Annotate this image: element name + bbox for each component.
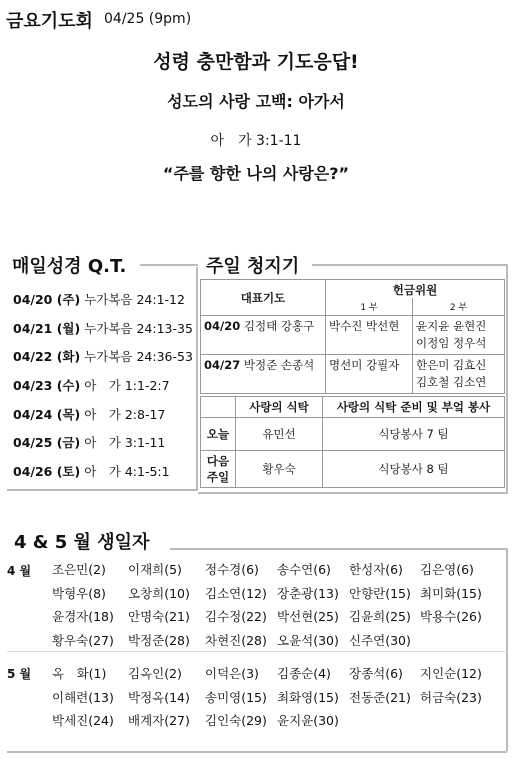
birthday-name: 안명숙(21): [128, 609, 190, 624]
birthday-name: 장춘광(13): [277, 585, 339, 601]
birthday-name: 신주연(30): [349, 632, 411, 648]
birthday-name: 김수정(22): [205, 609, 267, 624]
birthday-name: 안향란(15): [349, 585, 411, 601]
birthday-name: 윤경자(18): [52, 609, 114, 624]
birthday-name: 김종순(4): [277, 666, 331, 681]
jw-border: [506, 264, 508, 494]
second-service-cell: 한은미 김효신 김호철 김소연: [413, 355, 505, 394]
jw-divider: [312, 264, 506, 266]
birthday-name: 옥 화(1): [52, 666, 107, 681]
birthday-name: 김은영(6): [420, 562, 474, 577]
next-team: 식당봉사 8 팀: [323, 451, 505, 488]
qt-row: 04/21 (월) 누가복음 24:13-35: [13, 321, 193, 336]
birthday-name: 황우숙(27): [52, 632, 114, 648]
qt-row: 04/26 (토) 아 가 4:1-5:1: [13, 464, 170, 479]
birthday-name: 김윤희(25): [349, 609, 411, 624]
service-date: 04/25 (9pm): [104, 11, 192, 27]
header-first-service: 1 부: [326, 298, 413, 316]
qt-divider: [140, 264, 198, 266]
steward-table: [200, 279, 505, 394]
qt-row: 04/24 (목) 아 가 2:8-17: [13, 407, 166, 422]
april-label: 4 월: [7, 564, 32, 578]
today-name: 유민선: [236, 418, 323, 451]
sermon-question: “주를 향한 나의 사랑은?”: [162, 164, 350, 183]
birthday-name: 허금숙(23): [420, 689, 482, 705]
birthday-title: 4 & 5 월 생일자: [14, 528, 155, 554]
header-offering: 헌금위원: [326, 280, 505, 299]
birthday-name: 최미화(15): [420, 585, 482, 601]
prayer-cell: 04/20 김정태 강홍구: [201, 316, 326, 355]
birthday-name: 박세진(24): [52, 713, 114, 728]
birthday-month-divider: [7, 651, 507, 652]
qt-row: 04/22 (화) 누가복음 24:36-53: [13, 349, 193, 364]
next-label: 다음 주일: [201, 451, 236, 488]
birthday-name: 박선현(25): [277, 609, 339, 624]
sermon-scripture: 아 가 3:1-11: [210, 133, 302, 149]
birthday-name: 배계자(27): [128, 713, 190, 728]
first-service-cell: 명선미 강필자: [326, 355, 413, 394]
birthday-border: [506, 548, 508, 751]
page-title: 금요기도회: [6, 11, 93, 32]
birthday-name: 이덕은(3): [205, 666, 259, 681]
jw-bottom-border: [198, 492, 508, 494]
sermon-main-title: 성령 충만함과 기도응답!: [153, 51, 359, 73]
prayer-cell: 04/27 박정준 손종석: [201, 355, 326, 394]
birthday-name: 윤지윤(30): [277, 713, 339, 728]
birthday-name: 박형우(8): [52, 585, 106, 601]
birthday-name: 차현진(28): [205, 632, 267, 648]
birthday-name: 조은민(2): [52, 562, 106, 577]
today-label: 오늘: [201, 418, 236, 451]
birthday-name: 김옥인(2): [128, 666, 182, 681]
first-service-cell: 박수진 박선현: [326, 316, 413, 355]
birthday-name: 이재희(5): [128, 562, 182, 577]
birthday-name: 정수경(6): [205, 562, 259, 577]
birthday-name: 오창희(10): [128, 585, 190, 601]
birthday-name: 김인숙(29): [205, 713, 267, 728]
today-team: 식당봉사 7 팀: [323, 418, 505, 451]
qt-row: 04/20 (주) 누가복음 24:1-12: [13, 292, 185, 307]
birthday-name: 송수연(6): [277, 562, 331, 577]
birthday-name: 이해련(13): [52, 689, 114, 705]
birthday-name: 지인순(12): [420, 666, 482, 681]
birthday-bottom-border: [7, 751, 507, 753]
header-meal-service: 사랑의 식탁 준비 및 부엌 봉사: [323, 397, 505, 418]
meal-table: [200, 396, 505, 488]
qt-row: 04/25 (금) 아 가 3:1-11: [13, 435, 166, 450]
birthday-name: 전동준(21): [349, 689, 411, 705]
header-prayer: 대표기도: [201, 280, 326, 316]
qt-title: 매일성경 Q.T.: [12, 252, 132, 278]
birthday-name: 오윤석(30): [277, 632, 339, 648]
birthday-name: 최화영(15): [277, 689, 339, 705]
header-meal: 사랑의 식탁: [236, 397, 323, 418]
jw-title: 주일 청지기: [206, 252, 305, 278]
birthday-name: 송미영(15): [205, 689, 267, 705]
birthday-name: 박정준(28): [128, 632, 190, 648]
birthday-divider: [170, 548, 507, 550]
birthday-name: 김소연(12): [205, 585, 267, 601]
second-service-cell: 윤지윤 윤현진 이정임 정우석: [413, 316, 505, 355]
header-second-service: 2 부: [413, 298, 505, 316]
sermon-subtitle: 성도의 사랑 고백: 아가서: [167, 92, 345, 111]
birthday-name: 장종석(6): [349, 666, 403, 681]
birthday-name: 박정옥(14): [128, 689, 190, 705]
may-label: 5 월: [7, 667, 32, 681]
birthday-name: 박용수(26): [420, 609, 482, 624]
qt-row: 04/23 (수) 아 가 1:1-2:7: [13, 378, 170, 393]
next-name: 황우숙: [236, 451, 323, 488]
birthday-name: 한성자(6): [349, 562, 403, 577]
